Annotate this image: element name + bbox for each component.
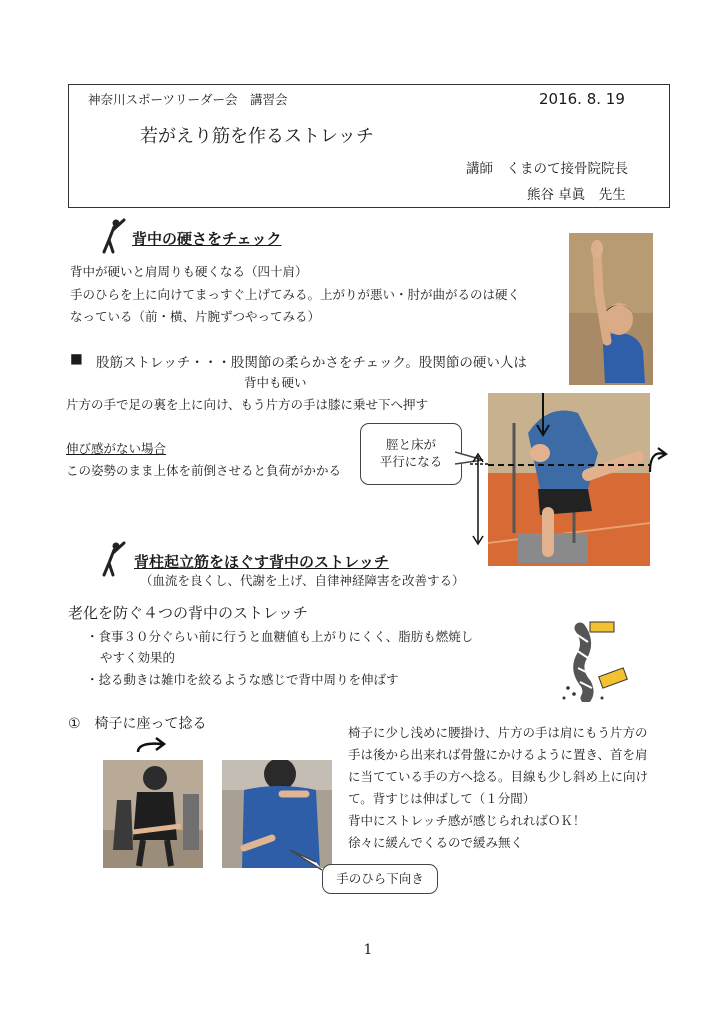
anti-aging-heading: 老化を防ぐ４つの背中のストレッチ <box>68 604 308 622</box>
wringing-towel-icon <box>556 614 638 702</box>
section1-line-2: 手のひらを上に向けてまっすぐ上げてみる。上がりが悪い・肘が曲がるのは硬く <box>70 287 521 302</box>
callout-line-1: 脛と床が <box>385 437 436 452</box>
hip-stretch-title: 股筋ストレッチ・・・股関節の柔らかさをチェック。股関節の硬い人は <box>96 355 527 371</box>
raised-arm-photo <box>569 233 653 385</box>
exercise1-line-3: に当てている手の方へ捻る。目線も少し斜め上に向け <box>348 769 649 784</box>
organization-label: 神奈川スポーツリーダー会 講習会 <box>88 92 288 107</box>
lecturer-role: 講師 くまのて接骨院院長 <box>466 161 628 177</box>
hip-bullet: ■ <box>70 351 83 367</box>
rotate-arrow-icon <box>646 444 670 476</box>
exercise1-line-6: 徐々に緩んでくるので緩み無く <box>348 835 524 850</box>
seated-stretch-photo <box>488 393 650 566</box>
anti-aging-bullet-1-cont: やすく効果的 <box>100 650 176 665</box>
anti-aging-bullet-1: ・食事３０分ぐらい前に行うと血糖値も上がりにくく、脂肪も燃焼し <box>86 629 474 644</box>
exercise1-line-4: て。背すじは伸ばして（１分間） <box>348 791 536 806</box>
hip-stretch-sub-instruction: この姿勢のまま上体を前倒させると負荷がかかる <box>66 463 342 478</box>
stretching-person-icon-2 <box>100 541 126 577</box>
group-twist-photo <box>103 760 203 868</box>
twist-arrow-icon <box>134 736 170 758</box>
page-title: 若がえり筋を作るストレッチ <box>140 126 374 147</box>
callout-line-2: 平行になる <box>379 454 443 469</box>
height-arrow <box>466 452 490 547</box>
palm-callout-pointer <box>286 848 326 878</box>
exercise1-line-5: 背中にストレッチ感が感じられればＯＫ！ <box>348 813 586 828</box>
hip-stretch-subheading: 伸び感がない場合 <box>66 441 167 456</box>
hip-stretch-instruction: 片方の手で足の裏を上に向け、もう片方の手は膝に乗せ下へ押す <box>66 397 429 412</box>
lecturer-name: 熊谷 卓眞 先生 <box>527 187 626 203</box>
exercise1-instructions <box>348 722 648 854</box>
section2-subtitle: （血流を良くし、代謝を上げ、自律神経障害を改善する） <box>140 573 465 588</box>
anti-aging-bullet-2: ・捻る動きは雑巾を絞るような感じで背中周りを伸ばす <box>86 672 399 687</box>
date-label: 2016. 8. 19 <box>539 90 625 108</box>
section2-heading: 背柱起立筋をほぐす背中のストレッチ <box>134 553 389 571</box>
exercise1-line-1: 椅子に少し浅めに腰掛け、片方の手は肩にもう片方の <box>348 725 648 740</box>
page-number: 1 <box>363 942 373 958</box>
exercise1-line-2: 手は後から出来れば骨盤にかけるように置き、首を肩 <box>348 747 648 762</box>
section1-heading: 背中の硬さをチェック <box>132 230 282 248</box>
exercise1-heading: ① 椅子に座って捻る <box>68 716 207 732</box>
section1-line-3: なっている（前・横、片腕ずつやってみる） <box>70 309 321 324</box>
section1-line-1: 背中が硬いと肩周りも硬くなる（四十肩） <box>70 264 308 279</box>
parallel-callout <box>360 423 462 485</box>
hip-stretch-title-2: 背中も硬い <box>244 375 307 390</box>
palm-down-callout: 手のひら下向き <box>322 864 438 894</box>
stretching-person-icon <box>100 218 126 254</box>
